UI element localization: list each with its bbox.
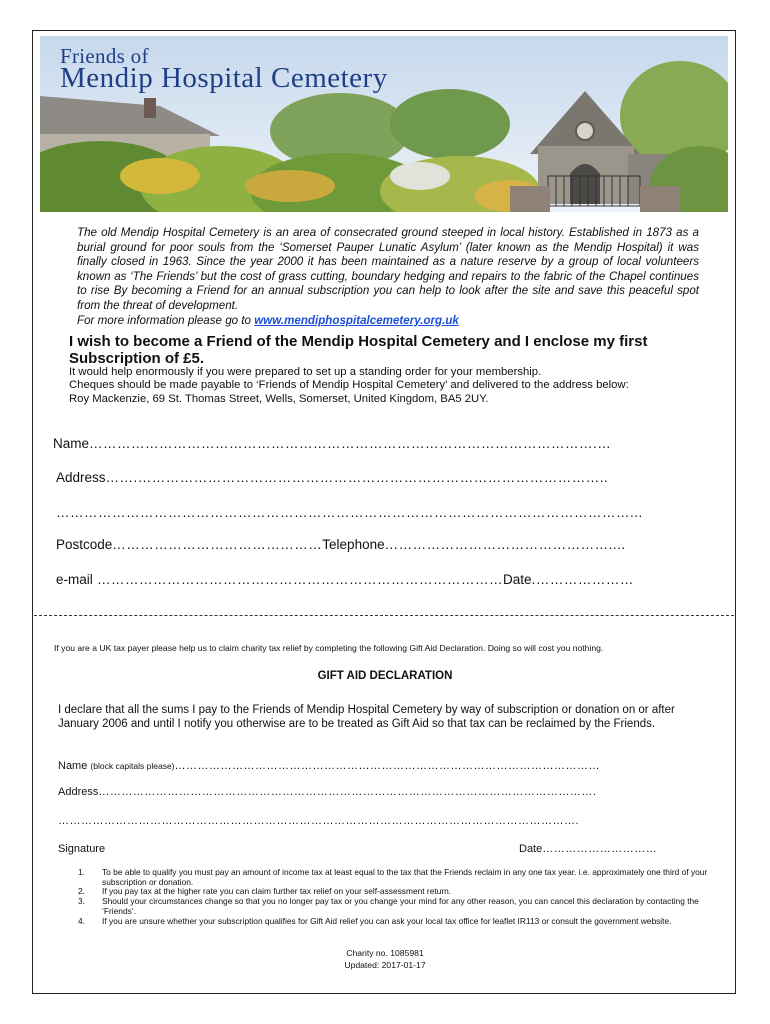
tax-note: If you are a UK tax payer please help us to claim charity tax relief by completing the following Gift Aid Declaration. Doing so will cost you nothing. (54, 643, 604, 653)
membership-heading: I wish to become a Friend of the Mendip Hospital Cemetery and I enclose my first Subscription of £5. (69, 333, 648, 367)
date-input[interactable]: .………………… (531, 572, 634, 587)
banner-title-friends-of: Friends of (60, 44, 149, 68)
signature-field[interactable] (58, 843, 198, 855)
gift-date-field[interactable]: Date………………………… (519, 843, 658, 855)
postal-address-text: Roy Mackenzie, 69 St. Thomas Street, Wells, Somerset, United Kingdom, BA5 2UY. (69, 392, 489, 405)
name-field[interactable]: Name……………………………………………………………………………………………….… (53, 436, 612, 451)
updated-date: Updated: 2017-01-17 (344, 960, 426, 970)
note-item: 1. To be able to qualify you must pay an amount of income tax at least equal to the tax that the Friends reclaim in any one tax year. i.e. approximately one third of your subscription or donation. (78, 867, 708, 887)
membership-instructions (69, 366, 729, 406)
cut-line-divider (34, 615, 734, 616)
gift-aid-declaration: I declare that all the sums I pay to the Friends of Mendip Hospital Cemetery by way of subscription or donation on or after January 2006 and until I notify you otherwise are to be treated as Gift Aid so that tax can be reclaimed by the Friends. (58, 704, 675, 730)
gift-address-field-line2[interactable]: ………………………………………………………………………………………………………………………. (58, 815, 580, 827)
website-link[interactable]: www.mendiphospitalcemetery.org.uk (254, 313, 459, 327)
telephone-input[interactable]: ………………………………………….... (384, 537, 626, 552)
gift-date-label: Date (519, 843, 543, 855)
address-field-line2[interactable]: ……………………………………………………………………………………………………………... (56, 505, 643, 520)
gift-name-field[interactable]: Name (block capitals please)………………………………………………………………………………………………… (58, 760, 601, 772)
header-banner (40, 36, 728, 212)
more-info-text: For more information please go to (77, 313, 251, 327)
telephone-label: Telephone (322, 537, 385, 552)
cheque-text: Cheques should be made payable to ‘Friends of Mendip Hospital Cemetery’ and delivered to the address below: (69, 379, 629, 392)
postcode-input[interactable]: ……………………………………… (112, 537, 323, 552)
gift-aid-notes (78, 868, 710, 926)
signature-label: Signature (58, 843, 106, 855)
gift-address-label: Address (58, 786, 99, 798)
name-label: Name (53, 436, 90, 451)
gift-name-label: Name (58, 760, 88, 772)
intro-paragraph (77, 226, 699, 328)
note-item: 2. If you pay tax at the higher rate you can claim further tax relief on your self-assessment return. (78, 886, 452, 897)
intro-text: The old Mendip Hospital Cemetery is an area of consecrated ground steeped in local history. Established in 1873 as a burial ground for poor souls from the ‘Somerset Pauper Lunatic Asylum’ (later known as the Mendip Hospital) it was finally closed in 1963. Since the year 2000 it has been maintained as a nature reserve by a group of local volunteers known as ‘The Friends’ but the cost of grass cutting, boundary hedging and repairs to the fabric of the Chapel continues to rise By becoming a Friend for an annual subscription you can help to look after the site and save this peaceful spot from the threat of development. (77, 226, 699, 312)
address-label: Address (56, 470, 106, 485)
charity-number: Charity no. 1085981 (346, 948, 424, 958)
postcode-telephone-row (56, 537, 711, 552)
standing-order-text: It would help enormously if you were prepared to set up a standing order for your membership. (69, 366, 542, 378)
email-label: e-mail (56, 572, 93, 587)
address-field[interactable]: Address…….……………………………………………………………………………………….. (56, 470, 609, 485)
banner-title-cemetery: Mendip Hospital Cemetery (60, 62, 388, 94)
note-item: 4. If you are unsure whether your subscription qualifies for Gift Aid relief you can ask your local tax office for leaflet IR113 or consult the government website. (78, 915, 672, 926)
gift-address-field[interactable]: Address…………………………………………………………………………………………………………………. (58, 786, 597, 798)
date-label: Date (503, 572, 532, 587)
email-date-row (56, 572, 711, 587)
email-input[interactable]: …………………………………………………………………………… (92, 572, 504, 587)
note-item: 3. Should your circumstances change so that you no longer pay tax or you change your mind for any other reason, you can cancel this declaration by contacting the ‘Friends’. (78, 896, 699, 916)
gift-aid-title: GIFT AID DECLARATION (317, 670, 453, 682)
postcode-label: Postcode (56, 537, 113, 552)
block-capitals-hint: (block capitals please) (90, 761, 175, 771)
